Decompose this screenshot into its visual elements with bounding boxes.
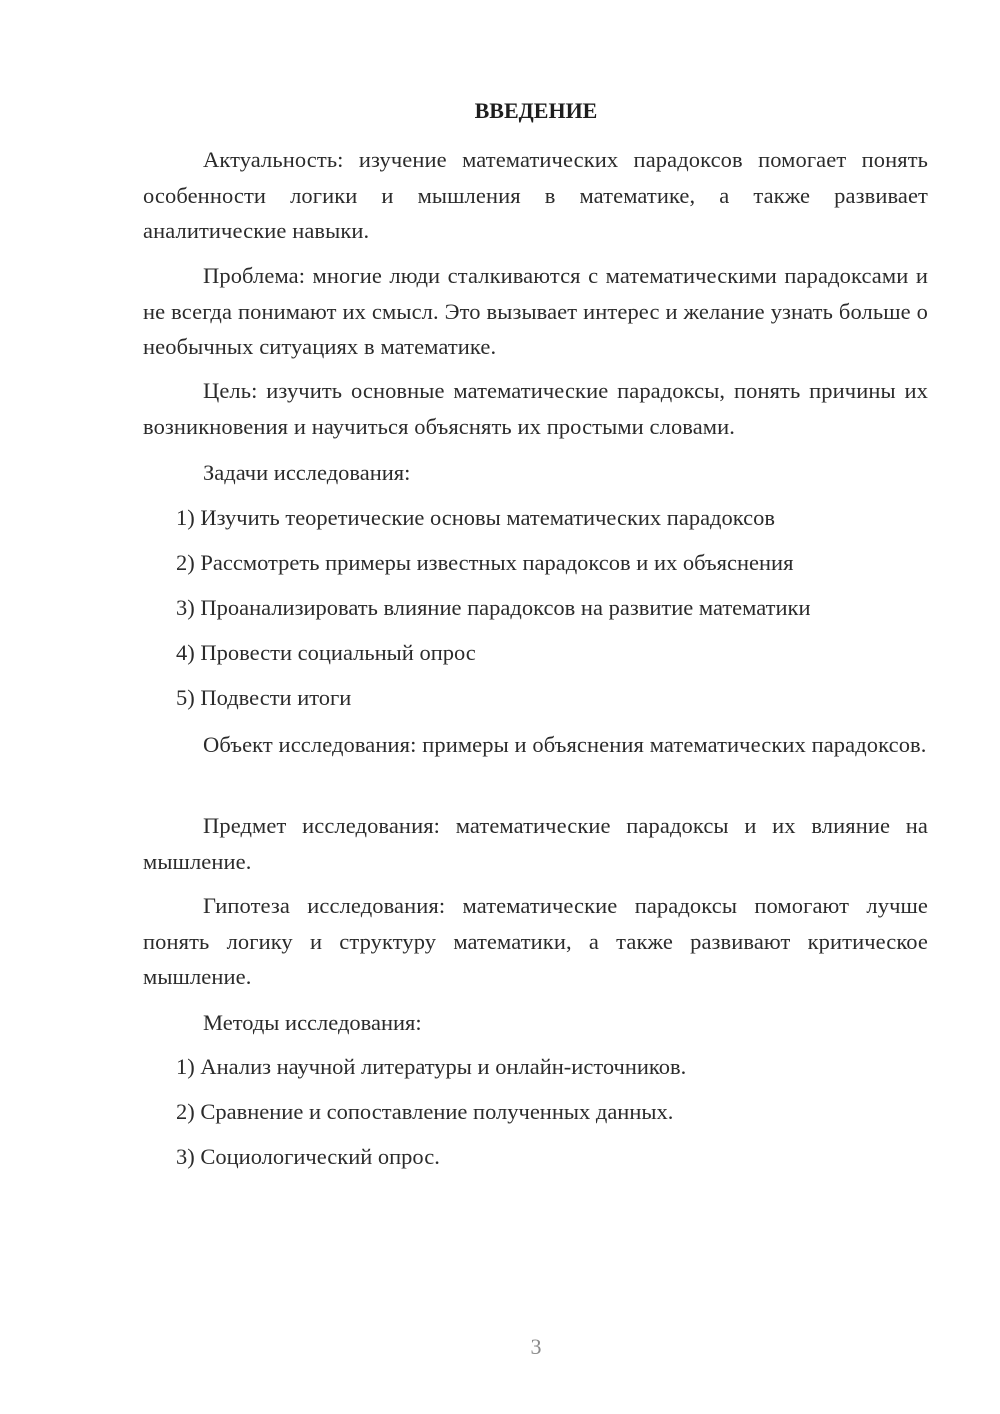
method-item: 2) Сравнение и сопоставление полученных данных.: [176, 1099, 674, 1124]
relevance-paragraph: Актуальность: изучение математических парадоксов помогает понять особенности логики и мышления в математике, а также развивает аналитические навыки.: [143, 147, 928, 243]
object-paragraph: Объект исследования: примеры и объяснения математических парадоксов.: [203, 732, 927, 757]
task-item: 5) Подвести итоги: [176, 685, 352, 710]
methods-label: Методы исследования:: [203, 1010, 422, 1035]
method-item: 3) Социологический опрос.: [176, 1144, 440, 1169]
problem-paragraph: Проблема: многие люди сталкиваются с математическими парадоксами и не всегда понимают их смысл. Это вызывает интерес и желание узнать больше о необычных ситуациях в математике.: [143, 263, 928, 359]
task-item: 2) Рассмотреть примеры известных парадоксов и их объяснения: [176, 550, 794, 575]
subject-paragraph: Предмет исследования: математические парадоксы и их влияние на мышление.: [143, 813, 928, 874]
task-item: 3) Проанализировать влияние парадоксов на развитие математики: [176, 595, 811, 620]
tasks-label: Задачи исследования:: [203, 460, 411, 485]
goal-paragraph: Цель: изучить основные математические парадоксы, понять причины их возникновения и научиться объяснять их простыми словами.: [143, 378, 928, 439]
section-title: ВВЕДЕНИЕ: [474, 98, 598, 123]
task-item: 4) Провести социальный опрос: [176, 640, 476, 665]
task-item: 1) Изучить теоретические основы математических парадоксов: [176, 505, 775, 530]
method-item: 1) Анализ научной литературы и онлайн-источников.: [176, 1054, 687, 1079]
hypothesis-paragraph: Гипотеза исследования: математические парадоксы помогают лучше понять логику и структуру математики, а также развивают критическое мышление.: [143, 893, 928, 989]
page-number: 3: [530, 1334, 542, 1359]
